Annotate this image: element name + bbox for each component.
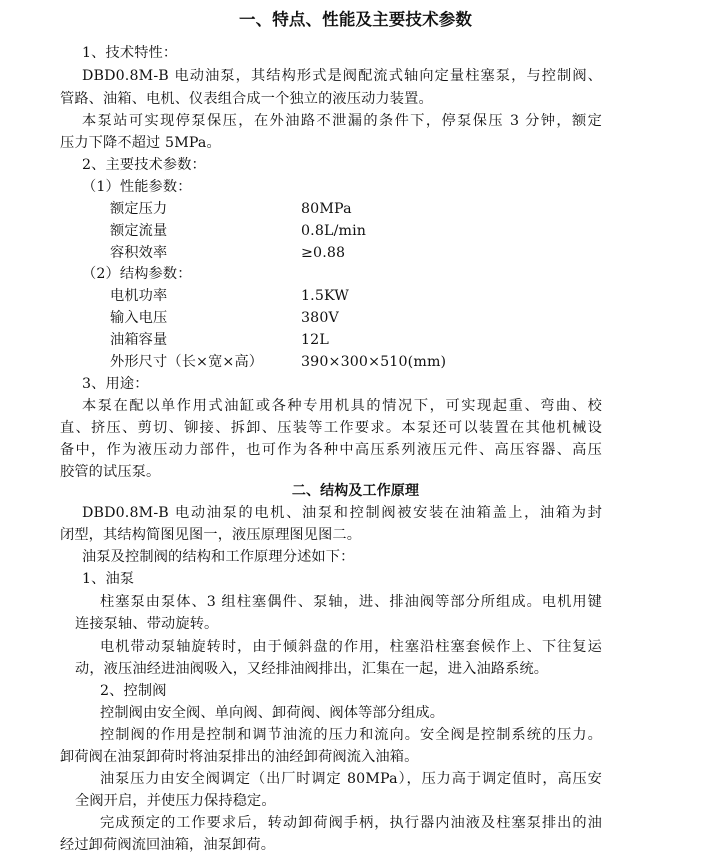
features-p1-line2: 管路、油箱、电机、仪表组合成一个独立的液压动力装置。	[60, 91, 433, 107]
struct-label-motor-power: 电机功率	[110, 288, 168, 304]
struct-label-dimensions: 外形尺寸（长×宽×高）	[110, 354, 264, 370]
pump-p1-line2: 连接泵轴、带动旋转。	[75, 616, 219, 632]
structure-heading: （2）结构参数：	[82, 266, 192, 282]
features-heading: 1、技术特性：	[82, 45, 178, 61]
struct-value-tank: 12L	[301, 332, 329, 348]
usage-line1: 本泵在配以单作用式油缸或各种专用机具的情况下，可实现起重、弯曲、校	[82, 398, 602, 414]
valve-p3-line1: 油泵压力由安全阀调定（出厂时调定 80MPa），压力高于调定值时，高压安	[100, 771, 602, 787]
section2-title: 二、结构及工作原理	[291, 483, 420, 499]
perf-value-rated-flow: 0.8L/min	[301, 223, 367, 239]
valve-p3-line2: 全阀开启，并使压力保持稳定。	[75, 793, 276, 809]
usage-line4: 胶管的试压泵。	[60, 464, 161, 480]
struct-value-dimensions: 390×300×510(mm)	[301, 354, 447, 370]
section1-title: 一、特点、性能及主要技术参数	[238, 10, 473, 29]
struct-value-voltage: 380V	[301, 310, 339, 326]
valve-p2-line2: 卸荷阀在油泵卸荷时将油泵排出的油经卸荷阀流入油箱。	[60, 749, 419, 765]
features-p2-line1: 本泵站可实现停泵保压，在外油路不泄漏的条件下，停泵保压 3 分钟，额定	[82, 113, 602, 129]
pump-p1-line1: 柱塞泵由泵体、3 组柱塞偶件、泵轴，进、排油阀等部分所组成。电机用键	[100, 594, 602, 610]
usage-heading: 3、用途：	[82, 376, 149, 392]
usage-line2: 直、挤压、剪切、铆接、拆卸、压装等工作要求。本泵还可以装置在其他机械设	[60, 420, 602, 436]
valve-heading: 2、控制阀	[100, 683, 167, 699]
struct-label-voltage: 输入电压	[110, 310, 168, 326]
pump-p2-line1: 电机带动泵轴旋转时，由于倾斜盘的作用，柱塞沿柱塞套候作上、下往复运	[100, 639, 602, 655]
perf-label-efficiency: 容积效率	[110, 245, 168, 261]
pump-p2-line2: 动，液压油经进油阀吸入，又经排油阀排出，汇集在一起，进入油路系统。	[75, 661, 549, 677]
usage-line3: 备中，作为液压动力部件，也可作为各种中高压系列液压元件、高压容器、高压	[60, 442, 602, 458]
performance-heading: （1）性能参数：	[82, 179, 192, 195]
features-p2-line2: 压力下降不超过 5MPa。	[60, 135, 221, 151]
struct-label-tank: 油箱容量	[110, 332, 168, 348]
pump-heading: 1、油泵	[82, 571, 135, 587]
intro-line3: 油泵及控制阀的结构和工作原理分述如下：	[82, 549, 355, 565]
valve-p4-line1: 完成预定的工作要求后，转动卸荷阀手柄，执行器内油液及柱塞泵排出的油	[100, 815, 602, 831]
struct-value-motor-power: 1.5KW	[301, 288, 349, 304]
valve-p2-line1: 控制阀的作用是控制和调节油流的压力和流向。安全阀是控制系统的压力。	[100, 727, 602, 743]
perf-label-rated-pressure: 额定压力	[110, 201, 168, 217]
valve-p4-line2: 经过卸荷阀流回油箱，油泵卸荷。	[60, 837, 276, 853]
perf-value-efficiency: ≥0.88	[301, 245, 346, 261]
params-heading: 2、主要技术参数：	[82, 157, 206, 173]
intro-line2: 闭型，其结构简图见图一，液压原理图见图二。	[60, 527, 362, 543]
features-p1-line1: DBD0.8M-B 电动油泵，其结构形式是阀配流式轴向定量柱塞泵，与控制阀、	[82, 68, 602, 84]
intro-line1: DBD0.8M-B 电动油泵的电机、油泵和控制阀被安装在油箱盖上，油箱为封	[82, 505, 602, 521]
perf-label-rated-flow: 额定流量	[110, 223, 168, 239]
perf-value-rated-pressure: 80MPa	[301, 201, 352, 217]
valve-p1: 控制阀由安全阀、单向阀、卸荷阀、阀体等部分组成。	[100, 705, 445, 721]
